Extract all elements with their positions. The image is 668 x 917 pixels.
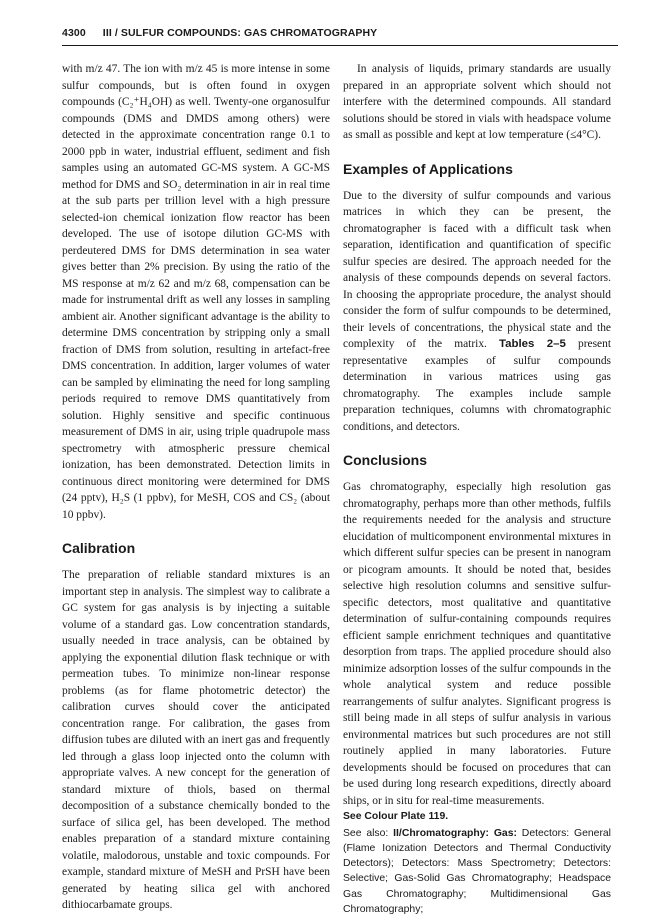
body-paragraph: The preparation of reliable standard mixtures is an important step in analysis. The simplest way to calibrate a GC system for gas analysis is by injecting a suitable volume of a standard gas. Low concentration standards, usually needed in trace analysis, can be obtained by applying the exponential dilution flask technique or with permeation tubes. To minimize non-linear response problems (as for flame photometric detector) the calibration curves should cover the anticipated concentration range. For calibration, the gases from diffusion tubes are diluted with an inert gas and frequently led through a glass loop injected onto the column with appropriate valves. A new concept for the generation of standard mixture of thiols, based on thermal decomposition of a substance chemically bonded to the surface of silica gel, has been developed. The method enables preparation of a standard mixture containing volatile, malodorous, unstable and toxic compounds. For example, standard mixture of MeSH and PrSH have been generated by heating silica gel with anchored dithiocarbamate groups.: [62, 567, 330, 914]
running-title: III / SULFUR COMPOUNDS: GAS CHROMATOGRAPHY: [103, 27, 377, 39]
body-paragraph: Gas chromatography, especially high resolution gas chromatography, perhaps more than other methods, fulfils the requirements needed for the analysis and structure elucidation of multicomponent environmental mixtures in which different sulfur species can be present in nanogram or picogram amounts. It should be noted that, besides selective high resolution columns and sensitive sulfur-specific detectors, most qualitative and quantitative determination of sulfur-containing compounds requires efficient sample enrichment techniques and quantitative desorption from traps. The applied procedure should also minimize adsorption losses of the sulfur compounds in the whole analytical system and reduce possible rearrangements of sulfur analytes. Significant progress is still being made in all steps of sulfur analysis in various environmental matrices but such procedures are not still routinely applied in many laboratories. Future developments should be focused on procedures that can be used during long research expeditions, directly aboard ships, or in situ for real-time measurements.: [343, 479, 611, 809]
body-paragraph: [343, 188, 611, 436]
page-number: 4300: [62, 27, 86, 39]
tables-reference[interactable]: Tables 2–5: [499, 338, 566, 350]
body-paragraph: with m/z 47. The ion with m/z 45 is more intense in some sulfur compounds, but is often found in oxygen compounds (C₂⁺H₄OH) as well. Twenty-one organosulfur compounds (DMS and DMDS among others) were detected in the approximate concentration range 0.1 to 2000 ppb in water, industrial effluent, sediment and fish samples using an automated GC-MS system. A GC-MS method for DMS and SO₂ determination in air in real time at the sub parts per trillion level with a high pressure selected-ion chemical ionization flow reactor has been developed. The use of isotope dilution GC-MS with perdeutered DMS for DMS determination in sea water gives better than 2% precision. By using the ratio of the MS response at m/z 62 and m/z 68, compensation can be made for instrumental drift as well any losses in sampling ambient air. Another significant advantage is the ability to determine DMS concentration by stripping only a small fraction of DMS from solution, resulting in artefact-free DMS concentration. In addition, larger volumes of water can be sampled by eliminating the need for long sampling periods required to remove DMS quantitatively from solution. Highly sensitive and specific continuous measurement of DMS in air, using triple quadrupole mass spectrometry with atmospheric pressure chemical ionization, has been demonstrated. Detection limits in continuous direct monitoring were determined for DMS (24 pptv), H₂S (1 ppbv), for MeSH, COS and CS₂ (about 10 ppbv).: [62, 61, 330, 523]
see-also-text: Detectors: General (Flame Ionization Detectors and Thermal Conductivity Detectors); Detectors: Mass Spectrometry; Detectors: Selective; Gas-Solid Gas Chromatography; Headspace Gas Chromatography; Multidimensional Gas Chromatography;: [343, 828, 611, 915]
running-header: [62, 27, 618, 46]
section-heading-conclusions: Conclusions: [343, 451, 611, 469]
right-column: [343, 61, 611, 917]
section-heading-calibration: Calibration: [62, 539, 330, 557]
see-also: [343, 826, 611, 917]
see-also-link[interactable]: II/Chromatography: Gas:: [393, 828, 517, 839]
section-heading-examples: Examples of Applications: [343, 160, 611, 178]
paragraph-text: present representative examples of sulfur compounds determination in various matrices using gas chromatography. The examples include sample preparation techniques, columns with chromatographic conditions, and detectors.: [343, 338, 611, 433]
see-also-label: See also:: [343, 828, 393, 839]
paragraph-text: Due to the diversity of sulfur compounds and various matrices in which they can be present, the chromatographer is faced with a difficult task when separation, identification and quantification of specific sulfur species are desired. The approach needed for the analysis of these compounds depends on several factors. In choosing the appropriate procedure, the analyst should consider the form of sulfur compounds to be determined, their levels of concentrations, the physical state and the complexity of the matrix.: [343, 190, 611, 351]
body-paragraph: In analysis of liquids, primary standards are usually prepared in an appropriate solvent which should not interfere with the determined compounds. All standard solutions should be stored in vials with headspace volume as small as possible and kept at low temperature (≤4°C).: [343, 61, 611, 144]
left-column: [62, 61, 330, 914]
colour-plate-note: See Colour Plate 119.: [343, 809, 611, 826]
